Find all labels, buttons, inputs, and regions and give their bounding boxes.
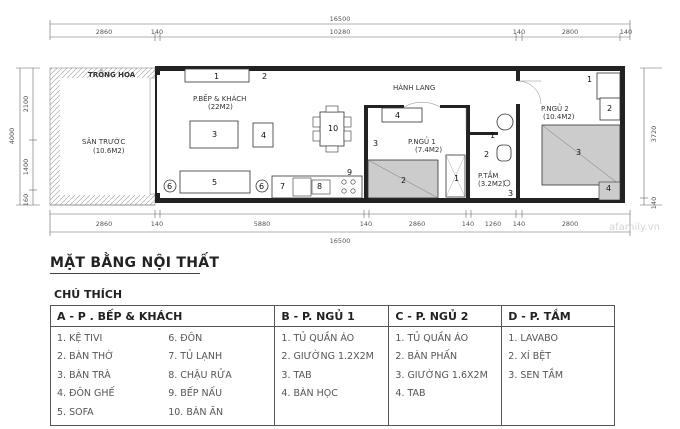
dining-chair	[313, 117, 320, 127]
num-b4: 4	[395, 111, 401, 120]
label-ngu2: P.NGỦ 2	[541, 105, 569, 113]
num-d2: 2	[484, 150, 490, 159]
list-item: 2. BÀN THỜ	[57, 351, 114, 363]
list-item: 3. GIƯỜNG 1.6X2M	[395, 369, 488, 381]
left-dimensions	[16, 68, 40, 205]
left-total: 4000	[8, 127, 16, 145]
list-item: 3. SEN TẮM	[508, 369, 564, 381]
bottom-seg-3: 5880	[253, 220, 271, 228]
toilet	[497, 145, 511, 161]
legend-title-underline	[50, 273, 200, 274]
door-ngu2-swing	[518, 81, 541, 104]
list-item: 9. BẾP NẤU	[168, 388, 223, 400]
label-bep-khach-area: (22M2)	[208, 103, 233, 111]
dining-chair	[344, 117, 351, 127]
list-item: 1. KỆ TIVI	[57, 333, 103, 344]
num-c3: 3	[576, 148, 582, 157]
label-ngu1-area: (7.4M2)	[415, 146, 443, 154]
num-a2: 2	[262, 72, 268, 81]
bottom-total-label: 16500	[329, 237, 351, 245]
num-a9: 9	[347, 168, 353, 177]
legend-table	[50, 305, 615, 426]
list-item: 8. CHẬU RỬA	[168, 369, 232, 381]
label-ngu2-area: (10.4M2)	[543, 113, 575, 121]
label-san-truoc: SÂN TRƯỚC	[82, 138, 126, 146]
num-a1: 1	[214, 72, 220, 81]
wardrobe-2	[597, 73, 620, 99]
legend-col-b	[275, 327, 389, 426]
num-a10: 10	[328, 124, 339, 133]
list-item: 5. SOFA	[57, 406, 94, 418]
dining-chair	[313, 131, 320, 141]
num-d1: 1	[490, 131, 496, 140]
legend-header-a: A - P . BẾP & KHÁCH	[51, 306, 275, 327]
lavabo	[497, 114, 513, 130]
right-seg-1: 3720	[650, 125, 658, 143]
list-item: 10. BÀN ĂN	[168, 406, 224, 418]
num-b1: 1	[454, 174, 460, 183]
num-a6-left: 6	[167, 182, 173, 191]
bottom-seg-6: 140	[461, 220, 475, 228]
num-a6-right: 6	[259, 182, 265, 191]
label-bep-khach: P.BẾP & KHÁCH	[193, 95, 247, 103]
legend-body-row	[51, 327, 615, 426]
bottom-seg-7: 1260	[484, 220, 502, 228]
fridge	[293, 178, 311, 196]
list-item: 2. XÍ BỆT	[508, 351, 552, 363]
top-seg-4: 140	[512, 28, 526, 36]
door-ngu1-swing	[404, 102, 440, 107]
legend-header-b: B - P. NGỦ 1	[275, 306, 389, 327]
right-seg-2: 140	[650, 196, 658, 210]
bottom-seg-9: 2800	[561, 220, 579, 228]
study-desk	[382, 108, 422, 122]
dining-chair	[326, 106, 338, 112]
bottom-seg-2: 140	[150, 220, 164, 228]
list-item: 7. TỦ LẠNH	[168, 351, 223, 363]
list-item: 1. TỦ QUẦN ÁO	[395, 333, 469, 344]
bottom-seg-4: 140	[359, 220, 373, 228]
num-b2: 2	[401, 176, 407, 185]
legend-col-a1	[51, 327, 163, 426]
legend-title: MẶT BẰNG NỘI THẤT	[50, 255, 220, 271]
top-total-label: 16500	[329, 15, 351, 23]
bottom-dimensions	[50, 210, 630, 236]
num-a5: 5	[212, 178, 218, 187]
list-item: 6. ĐÔN	[168, 333, 203, 344]
list-item: 4. TAB	[395, 388, 426, 400]
list-item: 4. ĐÔN GHẾ	[57, 388, 115, 400]
list-item: 3. TAB	[281, 369, 312, 381]
top-seg-5: 2800	[561, 28, 579, 36]
list-item: 1. LAVABO	[508, 333, 559, 344]
legend-header-c: C - P. NGỦ 2	[389, 306, 502, 327]
num-c2: 2	[607, 104, 613, 113]
list-item: 3. BÀN TRÀ	[57, 369, 111, 381]
dining-chair	[344, 131, 351, 141]
list-item: 4. BÀN HỌC	[281, 388, 338, 400]
front-window-opening	[157, 75, 160, 193]
list-item: 2. GIƯỜNG 1.2X2M	[281, 351, 374, 363]
list-item: 1. TỦ QUẦN ÁO	[281, 333, 355, 344]
legend-header-row	[51, 306, 615, 327]
left-seg-1: 2100	[22, 95, 30, 113]
left-seg-3: 160	[22, 193, 30, 207]
bottom-seg-1: 2860	[95, 220, 113, 228]
label-san-truoc-area: (10.6M2)	[93, 147, 125, 155]
num-a4: 4	[261, 131, 267, 140]
watermark: afamily.vn	[608, 222, 660, 233]
list-item: 2. BÀN PHẤN	[395, 351, 458, 363]
num-a8: 8	[317, 182, 323, 191]
num-c1: 1	[587, 75, 593, 84]
bottom-seg-8: 140	[512, 220, 526, 228]
top-seg-2: 140	[150, 28, 164, 36]
label-tam: P.TẮM	[478, 172, 499, 180]
legend-header-d: D - P. TẮM	[502, 306, 615, 327]
top-seg-1: 2860	[95, 28, 113, 36]
legend-subtitle: CHÚ THÍCH	[54, 288, 123, 301]
num-a7: 7	[280, 182, 286, 191]
legend-col-a2	[162, 327, 275, 426]
num-a3: 3	[212, 130, 218, 139]
top-seg-6: 140	[619, 28, 633, 36]
legend-col-d	[502, 327, 615, 426]
top-seg-3: 10280	[329, 28, 351, 36]
num-d3: 3	[508, 189, 514, 198]
dining-chair	[326, 146, 338, 152]
left-seg-2: 1400	[22, 158, 30, 176]
legend-col-c	[389, 327, 502, 426]
label-hanh-lang: HÀNH LANG	[393, 84, 436, 92]
label-tam-area: (3.2M2)	[478, 180, 506, 188]
num-b3: 3	[373, 139, 379, 148]
label-ngu1: P.NGỦ 1	[408, 138, 436, 146]
label-trong-hoa: TRỒNG HOA	[88, 71, 136, 79]
num-c4: 4	[606, 184, 612, 193]
front-yard-paving	[60, 78, 150, 195]
bottom-seg-5: 2860	[408, 220, 426, 228]
